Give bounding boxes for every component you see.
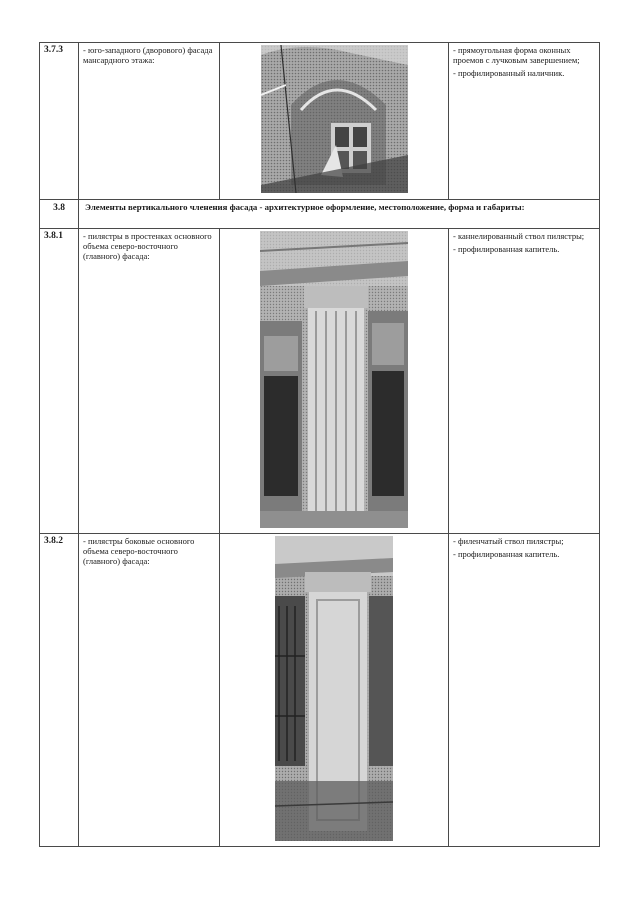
feature-item: - каннелированный ствол пилястры; [453,231,585,241]
photo-cell [220,534,449,847]
section-row [40,200,600,229]
photo-cell [220,43,449,200]
row-number: 3.8.1 [40,229,79,534]
photo-cell [220,229,449,534]
table-row [40,229,600,534]
row-description: - юго-западного (дворового) фасада мансардного этажа: [79,43,220,200]
row-description: - пилястры в простенках основного объема северо-восточного (главного) фасада: [79,229,220,534]
row-features [449,229,600,534]
feature-item: - прямоугольная форма оконных проемов с лучковым завершением; [453,45,580,65]
section-title: Элементы вертикального членения фасада - архитектурное оформление, местоположение, форма и габариты: [79,200,600,229]
feature-item: - профилированная капитель. [453,549,560,559]
feature-item: - профилированный наличник. [453,68,565,78]
monument-elements-table [39,42,600,847]
feature-item: - филенчатый ствол пилястры; [453,536,564,546]
table-row [40,43,600,200]
row-number: 3.8.2 [40,534,79,847]
row-features [449,534,600,847]
section-number: 3.8 [40,200,79,229]
row-number: 3.7.3 [40,43,79,200]
row-features [449,43,600,200]
row-description: - пилястры боковые основного объема северо-восточного (главного) фасада: [79,534,220,847]
dormer-window-photo [261,45,408,193]
feature-item: - профилированная капитель. [453,244,560,254]
table-row [40,534,600,847]
fluted-pilaster-photo [260,231,408,528]
paneled-pilaster-photo [275,536,393,841]
